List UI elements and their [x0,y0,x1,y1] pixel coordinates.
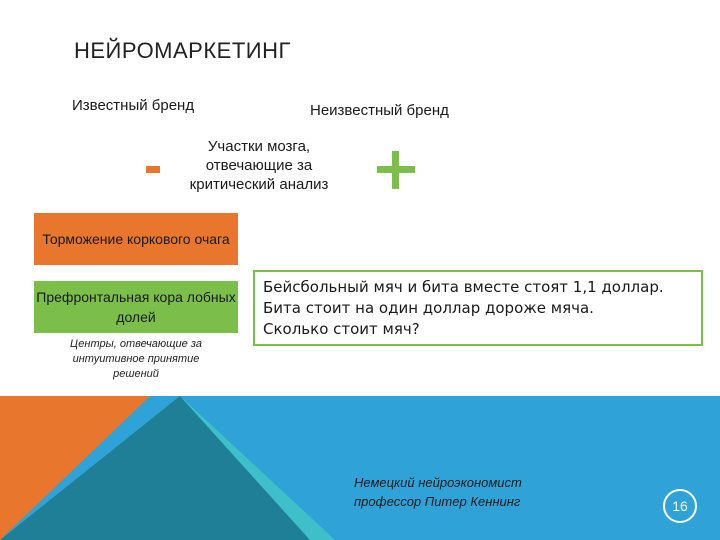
puzzle-line: Бейсбольный мяч и бита вместе стоят 1,1 доллар. [263,278,664,296]
plus-icon [377,151,415,189]
minus-icon [146,166,160,173]
puzzle-line: Бита стоит на один доллар дороже мяча. [263,299,594,317]
page-number: 16 [663,489,697,523]
slide-title: НЕЙРОМАРКЕТИНГ [74,38,291,63]
prefrontal-cortex-box [34,281,238,333]
author-text [354,473,584,511]
brain-areas-text: Участки мозга, отвечающие за критический анализ [189,138,329,193]
decorative-background [0,396,720,540]
unknown-brand-label: Неизвестный бренд [310,102,449,119]
known-brand-label: Известный бренд [72,97,195,114]
white-text-panel [348,396,720,540]
plus-vertical-bar [392,151,399,189]
author-line: профессор Питер Кеннинг [354,494,521,509]
prefrontal-cortex-text: Префронтальная кора лобных долей [36,289,236,325]
puzzle-box [253,270,703,346]
author-line: Немецкий нейроэкономист [354,475,522,490]
cortical-inhibition-text: Торможение коркового очага [42,231,230,247]
puzzle-line: Сколько стоит мяч? [263,320,420,338]
intuitive-centers-text: Центры, отвечающие за интуитивное принятие решений [70,338,202,380]
cortical-inhibition-box [34,213,238,265]
